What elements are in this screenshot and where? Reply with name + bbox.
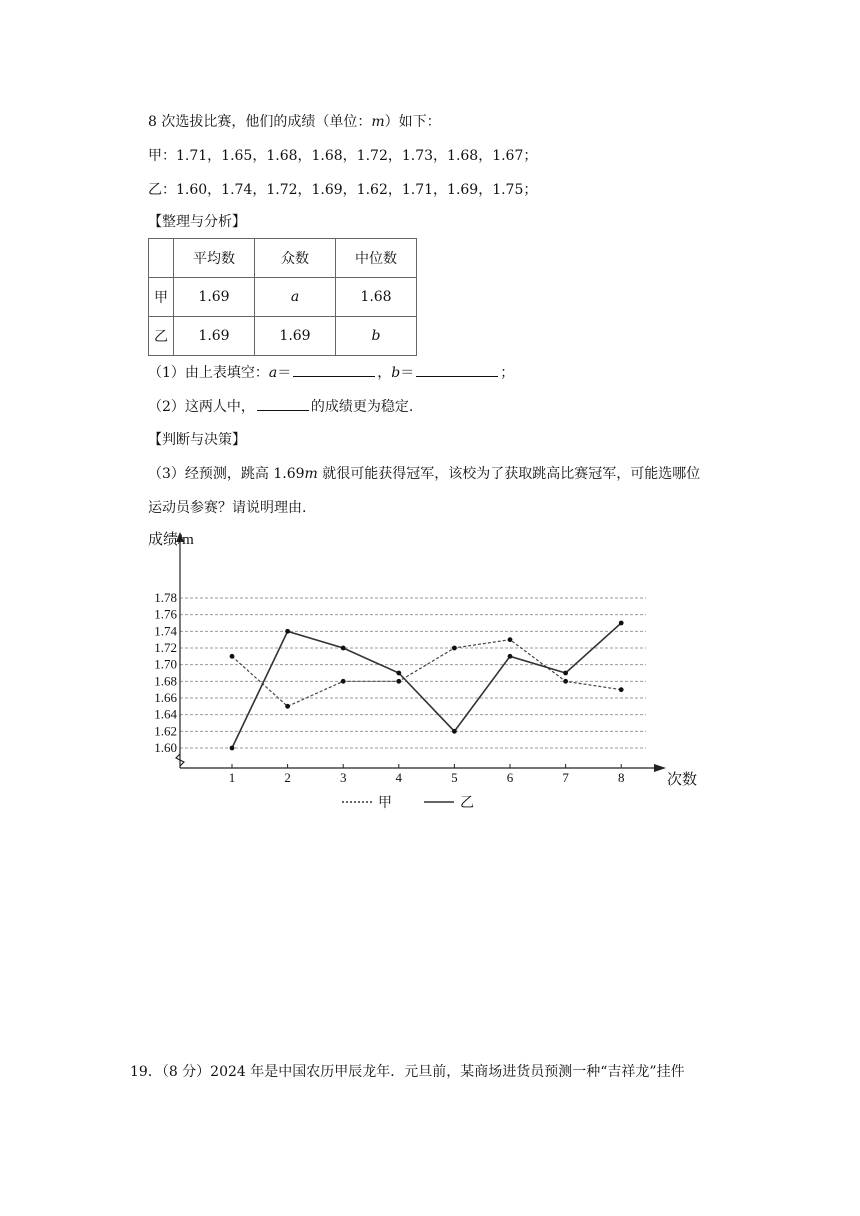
answer-blank-b[interactable] bbox=[416, 362, 498, 377]
intro-text-post: ）如下： bbox=[384, 114, 441, 130]
intro-line-1 bbox=[148, 112, 441, 132]
table-row bbox=[149, 317, 417, 356]
unit-m: m bbox=[371, 114, 385, 130]
data-point bbox=[619, 687, 624, 692]
var-b: b bbox=[391, 365, 401, 381]
table-cell-mean: 1.69 bbox=[174, 317, 255, 356]
x-tick-label: 8 bbox=[617, 770, 625, 785]
equals-sign: ＝ bbox=[277, 365, 292, 381]
data-point bbox=[452, 729, 457, 734]
table-cell-median: b bbox=[336, 317, 417, 356]
table-cell-name: 乙 bbox=[149, 317, 174, 356]
yi-data-line: 乙：1.60，1.74，1.72，1.69，1.62，1.71，1.69，1.75； bbox=[148, 182, 538, 198]
table-header-cell: 平均数 bbox=[174, 239, 255, 278]
x-tick-label: 5 bbox=[451, 770, 458, 785]
intro-text-pre: 8 次选拔比赛，他们的成绩（单位： bbox=[148, 114, 372, 130]
q2-suffix: 的成绩更为稳定. bbox=[310, 399, 414, 415]
table-cell-mode: a bbox=[255, 278, 336, 317]
table-header-cell bbox=[149, 239, 174, 278]
y-tick-label: 1.76 bbox=[154, 606, 177, 622]
answer-blank-stable[interactable] bbox=[257, 396, 309, 411]
table-cell-mean: 1.69 bbox=[174, 278, 255, 317]
data-point bbox=[452, 646, 457, 651]
x-tick-label: 4 bbox=[395, 770, 403, 785]
question-2 bbox=[148, 396, 413, 417]
question-1 bbox=[148, 362, 514, 383]
data-point bbox=[285, 629, 290, 634]
y-tick-label: 1.66 bbox=[154, 690, 177, 705]
x-tick-label: 1 bbox=[228, 770, 236, 785]
y-tick-label: 1.64 bbox=[154, 706, 177, 722]
y-tick-label: 1.78 bbox=[154, 590, 177, 605]
data-point bbox=[619, 621, 624, 626]
x-tick-label: 2 bbox=[284, 770, 291, 785]
series-line-乙 bbox=[232, 623, 621, 748]
legend-label: 乙 bbox=[460, 796, 474, 811]
table-cell-median: 1.68 bbox=[336, 278, 417, 317]
x-tick-label: 3 bbox=[339, 770, 347, 785]
section-heading-analysis: 【整理与分析】 bbox=[148, 214, 246, 230]
q3-prefix: （3）经预测，跳高 1.69 bbox=[148, 466, 305, 482]
table-header-cell: 众数 bbox=[255, 239, 336, 278]
jia-data-line: 甲：1.71，1.65，1.68，1.68，1.72，1.73，1.68，1.67； bbox=[148, 148, 538, 164]
y-tick-label: 1.60 bbox=[154, 740, 177, 755]
x-tick-labels bbox=[229, 770, 625, 785]
var-a: a bbox=[268, 365, 278, 381]
data-point bbox=[341, 679, 346, 684]
x-axis-arrow bbox=[654, 764, 666, 772]
y-tick-label: 1.62 bbox=[154, 723, 177, 739]
q1-prefix: （1）由上表填空： bbox=[148, 365, 269, 381]
data-point bbox=[508, 637, 513, 642]
comma: ， bbox=[377, 365, 392, 381]
y-tick-label: 1.72 bbox=[154, 640, 177, 655]
question-19: 19．（8 分）2024 年是中国农历甲辰龙年．元旦前，某商场进货员预测一种“吉祥龙”挂件 bbox=[130, 1064, 685, 1080]
chart-legend bbox=[342, 795, 474, 811]
section-heading-decision: 【判断与决策】 bbox=[148, 432, 246, 448]
data-point bbox=[563, 679, 568, 684]
data-point bbox=[396, 679, 401, 684]
x-axis-label: 次数 bbox=[667, 772, 698, 788]
unit-m: m bbox=[304, 466, 318, 482]
semicolon: ； bbox=[500, 365, 515, 381]
equals-sign: ＝ bbox=[400, 365, 415, 381]
line-chart bbox=[146, 528, 706, 818]
question-3-line-1 bbox=[148, 464, 700, 484]
table-header-row bbox=[149, 239, 417, 278]
answer-blank-a[interactable] bbox=[293, 362, 375, 377]
table-header-cell: 中位数 bbox=[336, 239, 417, 278]
data-point bbox=[285, 704, 290, 709]
data-point bbox=[341, 646, 346, 651]
legend-label: 甲 bbox=[378, 796, 392, 811]
y-axis-label: 成绩/m bbox=[148, 532, 194, 548]
data-point bbox=[396, 671, 401, 676]
y-tick-label: 1.70 bbox=[154, 656, 177, 672]
y-tick-label: 1.68 bbox=[154, 673, 177, 689]
table-cell-mode: 1.69 bbox=[255, 317, 336, 356]
x-tick-label: 6 bbox=[506, 770, 514, 785]
data-point bbox=[230, 654, 235, 659]
y-tick-label: 1.74 bbox=[154, 623, 177, 639]
table-cell-name: 甲 bbox=[149, 278, 174, 317]
question-3-line-2: 运动员参赛？请说明理由. bbox=[148, 500, 307, 516]
q3-text: 就很可能获得冠军，该校为了获取跳高比赛冠军，可能选哪位 bbox=[317, 466, 701, 482]
x-tick-label: 7 bbox=[562, 770, 569, 785]
stats-table bbox=[148, 238, 417, 356]
q2-prefix: （2）这两人中， bbox=[148, 399, 255, 415]
table-row bbox=[149, 278, 417, 317]
data-point bbox=[563, 671, 568, 676]
data-point bbox=[508, 654, 513, 659]
data-point bbox=[230, 746, 235, 751]
y-tick-labels bbox=[154, 590, 177, 755]
